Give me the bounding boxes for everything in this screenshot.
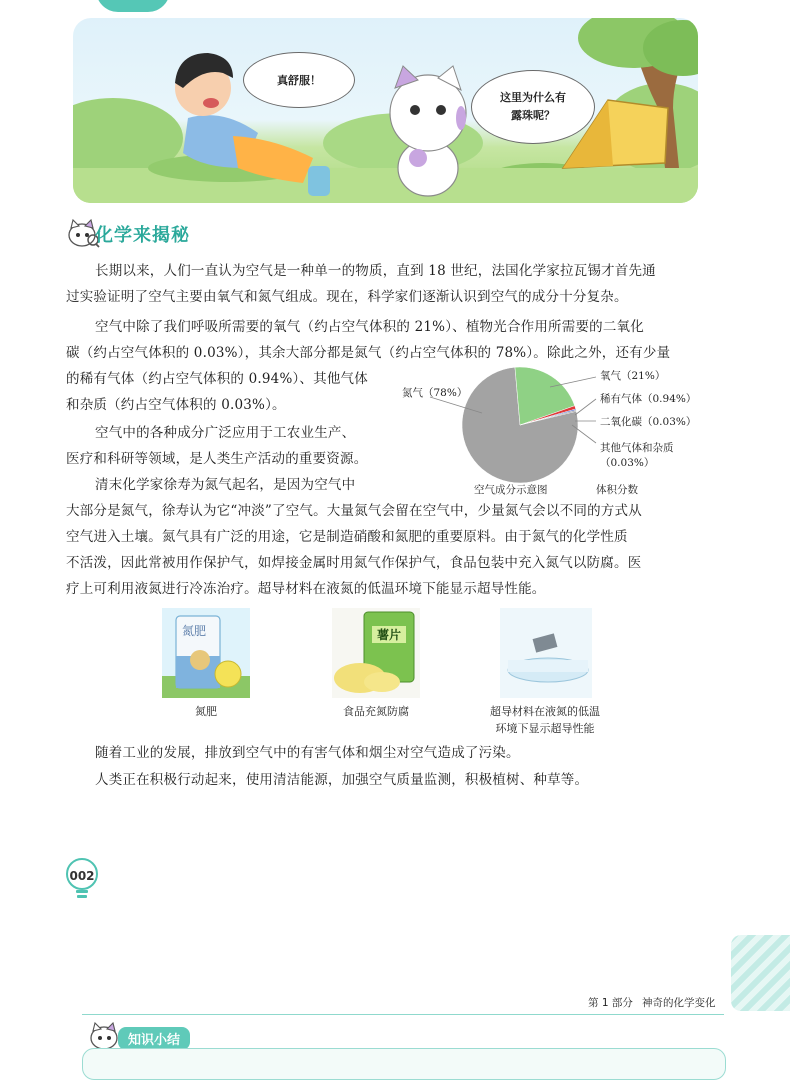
speech-text-cat-line2: 露珠呢？ (511, 109, 555, 122)
banner-illustration (73, 18, 698, 203)
paragraph-line: 空气中的各种成分广泛应用于工农业生产、 (95, 425, 356, 441)
pie-label-nitrogen: 氮气（78%） (402, 387, 468, 399)
paragraph-line: 疗上可利用液氮进行冷冻治疗。超导材料在液氮的低温环境下能显示超导性能。 (66, 581, 546, 597)
paragraph-line: 空气中除了我们呼吸所需要的氧气（约占空气体积的 21%）、植物光合作用所需要的二氧化 (95, 319, 644, 335)
paragraph-line: 不活泼，因此常被用作保护气，如焊接金属时用氮气作保护气，食品包装中充入氮气以防腐。医 (66, 555, 642, 571)
footer-divider (82, 1014, 724, 1015)
chips-bag-text: 薯片 (372, 626, 406, 643)
pie-leader-lines (400, 365, 610, 465)
cat-figure (390, 66, 466, 196)
paragraph-line: 碳（约占空气体积的 0.03%），其余大部分都是氮气（约占空气体积的 78%）。除此之外，还有少量 (66, 345, 671, 361)
pie-chart-subtitle: 体积分数 (596, 484, 638, 496)
speech-text-boy: 真舒服！ (277, 74, 321, 87)
top-tab-decoration (96, 0, 170, 12)
caption-superconductor-line1: 超导材料在液氮的低温 (490, 705, 600, 718)
scene-illustration (73, 18, 698, 203)
summary-title: 知识小结 (118, 1027, 190, 1050)
paragraph-line: 大部分是氮气，徐寿认为它“冲淡”了空气。大量氮气会留在空气中，少量氮气会以不同的方式从 (66, 503, 642, 519)
paragraph-line: 空气进入土壤。氮气具有广泛的用途，它是制造硝酸和氮肥的重要原料。由于氮气的化学性质 (66, 529, 628, 545)
paragraph-line: 的稀有气体（约占空气体积的 0.94%）、其他气体 (66, 371, 368, 387)
pie-label-other-line1: 其他气体和杂质 (600, 442, 674, 454)
paragraph-line: 长期以来，人们一直认为空气是一种单一的物质，直到 18 世纪，法国化学家拉瓦锡才首先通 (95, 263, 656, 279)
pie-label-rare-gas: 稀有气体（0.94%） (600, 393, 697, 405)
pie-label-co2: 二氧化碳（0.03%） (600, 416, 697, 428)
superconductor-image (500, 608, 592, 698)
pie-label-oxygen: 氧气（21%） (600, 370, 666, 382)
page-number: 002 (69, 869, 95, 883)
paragraph-line: 过实验证明了空气主要由氧气和氮气组成。现在，科学家们逐渐认识到空气的成分十分复杂。 (66, 289, 628, 305)
paragraph-line: 清末化学家徐寿为氮气起名，是因为空气中 (95, 477, 356, 493)
speech-text-cat-line1: 这里为什么有 (500, 91, 566, 104)
fertilizer-image (162, 608, 250, 698)
paragraph-line: 和杂质（约占空气体积的 0.03%）。 (66, 397, 286, 413)
cat-icon (88, 1022, 120, 1050)
paragraph-line: 医疗和科研等领域，是人类生产活动的重要资源。 (66, 451, 368, 467)
paragraph-line: 人类正在积极行动起来，使用清洁能源，加强空气质量监测，积极植树、种草等。 (95, 772, 589, 788)
speech-bubble-cat (471, 70, 595, 144)
footer-chapter: 神奇的化学变化 (642, 997, 716, 1009)
footer-part: 第 1 部分 (588, 997, 633, 1009)
edge-tab-decoration (731, 935, 790, 1011)
speech-bubble-boy (243, 52, 355, 108)
summary-box (82, 1048, 726, 1080)
pie-chart-title: 空气成分示意图 (474, 484, 548, 496)
caption-chips: 食品充氮防腐 (343, 705, 409, 718)
chips-image (332, 608, 420, 698)
caption-superconductor-line2: 环境下显示超导性能 (495, 722, 595, 735)
fertilizer-bag-text: 氮肥 (182, 624, 207, 638)
section-title: 化学来揭秘 (95, 225, 190, 246)
caption-fertilizer: 氮肥 (195, 705, 217, 718)
paragraph-line: 随着工业的发展，排放到空气中的有害气体和烟尘对空气造成了污染。 (95, 745, 520, 761)
pie-label-other-line2: （0.03%） (600, 457, 655, 469)
